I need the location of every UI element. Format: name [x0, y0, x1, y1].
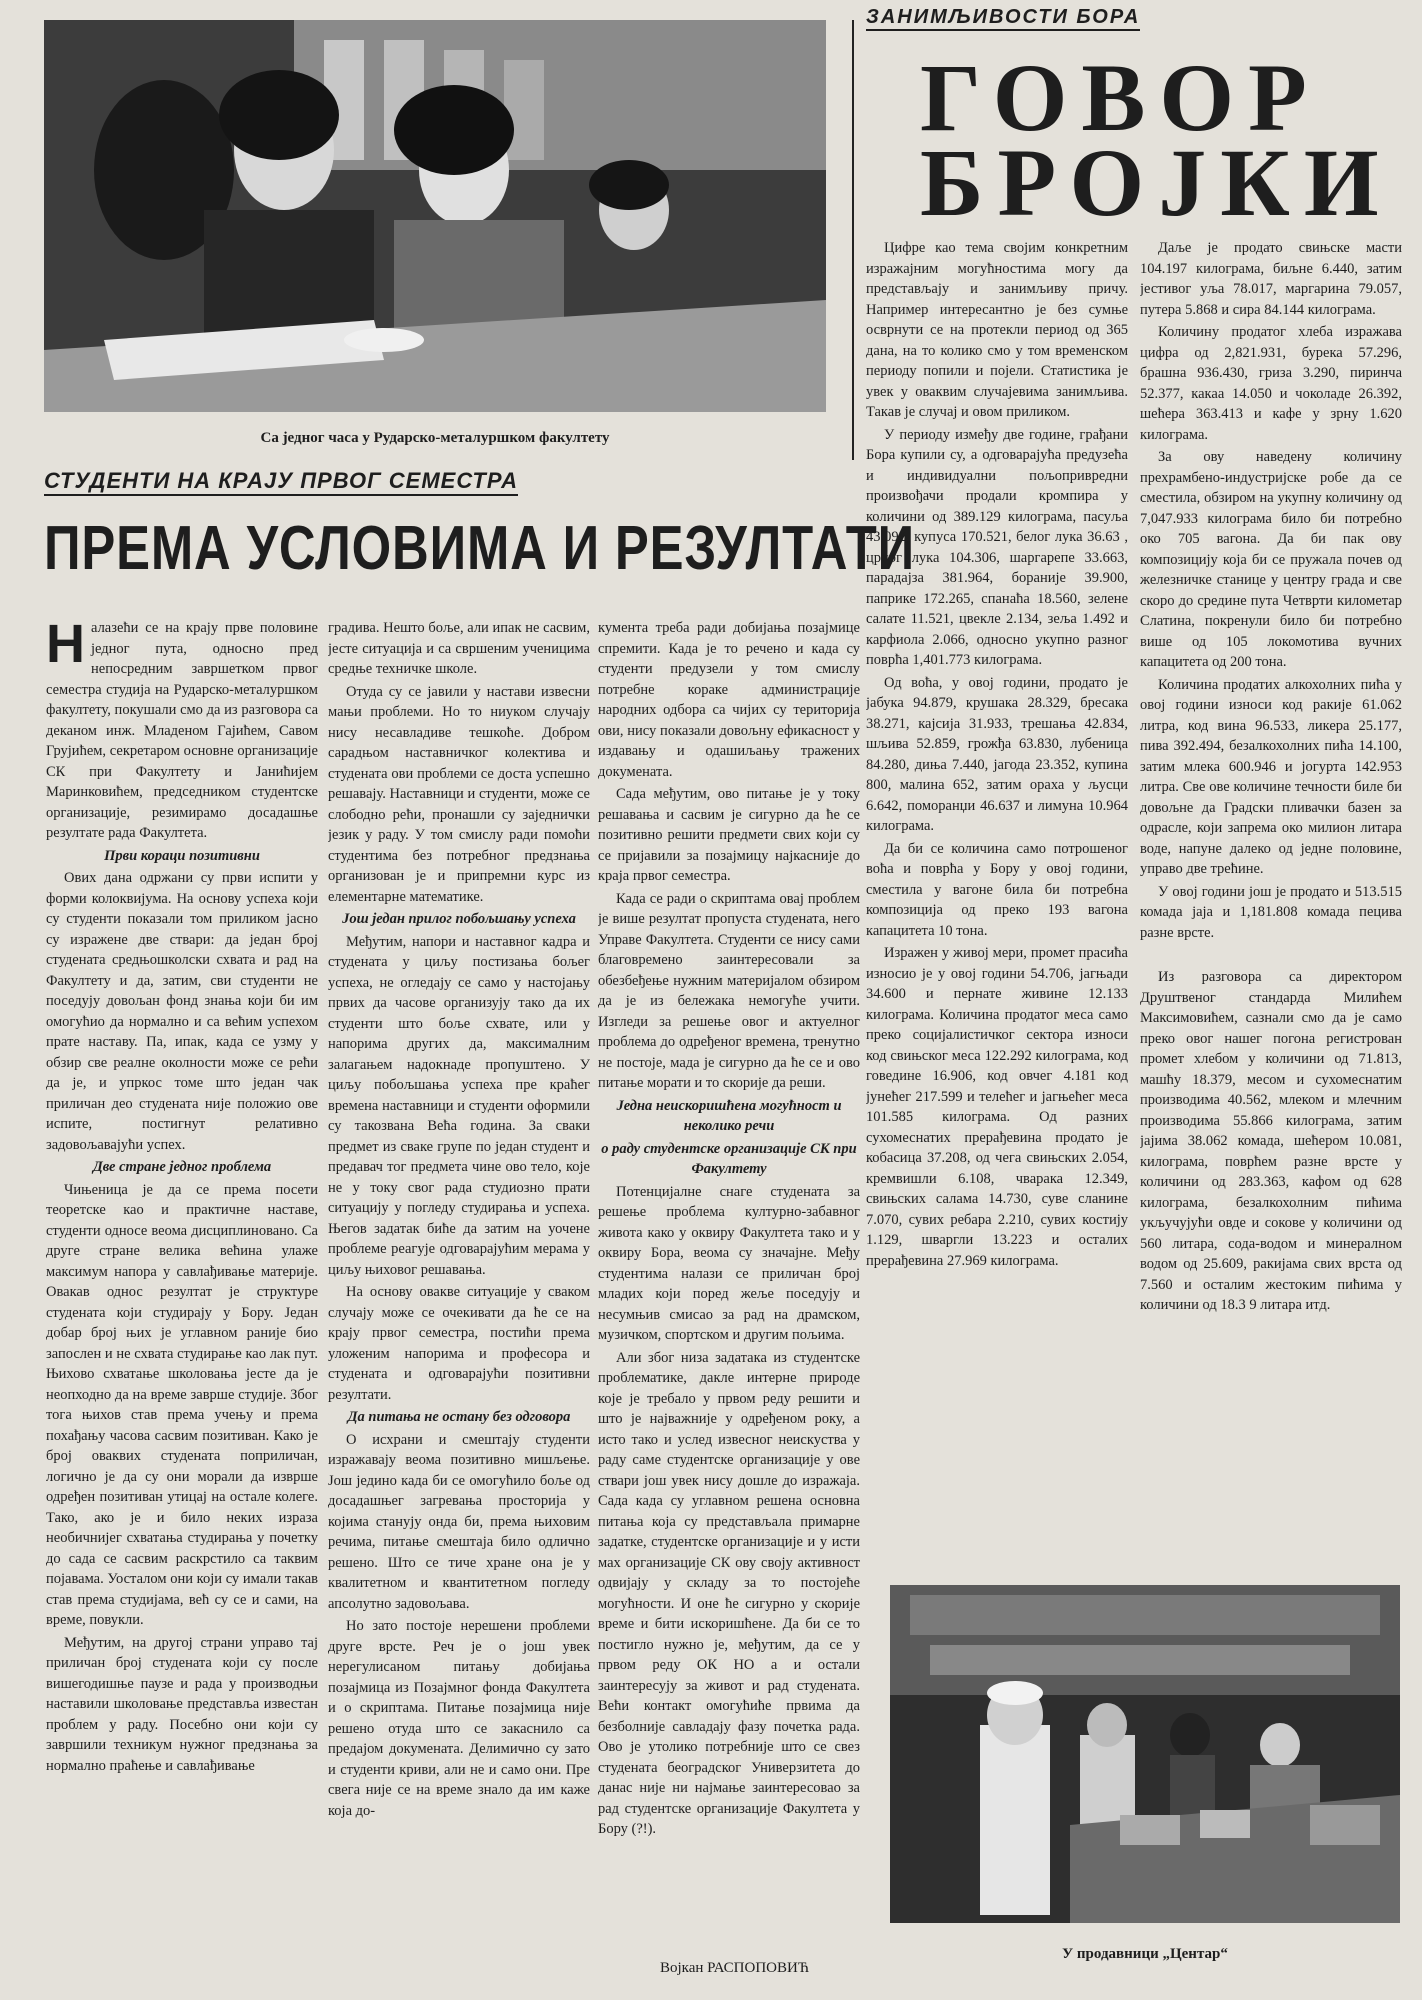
article-column-1: [46, 618, 318, 1993]
article-kicker: СТУДЕНТИ НА КРАЈУ ПРВОГ СЕМЕСТРА: [44, 468, 518, 496]
paragraph: Од воћа, у овој години, продато је јабука 94.879, крушака 28.329, бресака 38.271, кајсија 31.933, трешања 42.834, шљива 52.859, грожђа 63.830, лубеница 84.280, диња 7.440, јагода 23.352, купина 800, малина 652, затим ораха у љусци 6.642, поморанџи 46.637 и лимуна 10.964 килограма.: [866, 674, 1128, 834]
paragraph: градива. Нешто боље, али ипак не сасвим, јесте ситуација и са свршеним ученицима средње техничке школе.: [328, 620, 590, 677]
paragraph: Да би се количина само потрошеног воћа и поврћа у Бору у овој години, сместила у вагоне била би потребна композиција од преко 193 вагона капацитета 10 тона.: [866, 840, 1128, 939]
paragraph: О исхрани и смештају студенти изражавају веома позитивно мишљење. Још једино када би се омогућило боље од досадашњег загревања просторија у којима станују онда би, према њиховим речима, питање смештаја било одлично решено. Што се тиче хране она је у квалитетном и квантитетном погледу апсолутно задовољава.: [328, 1431, 590, 1612]
paragraph: На основу овакве ситуације у сваком случају може се очекивати да ће се на крају првог семестра, постићи према уложеним напорима и професора и студената и одговарајући позитивни резултати.: [328, 1284, 590, 1403]
paragraph: У овој години још је продато и 513.515 комада јаја и 1,181.808 комада пецива разне врсте.: [1140, 883, 1402, 941]
paragraph: Даље је продато свињске масти 104.197 килограма, биљне 6.440, затим јестивог уља 78.017, маргарина 79.057, путера 5.868 и сира 84.144 килограма.: [1140, 240, 1402, 318]
paragraph: У периоду између две године, грађани Бора купили су, а одговарајућа предузећа и индивидуални пољопривредни произвођачи продали кромпира у количини од 389.129 килограма, пасуља 43.092, купуса 170.521, белог лука 36.63 , црног лука 104.306, шаргарепе 33.663, парадајза 381.964, боранијe 39.900, паприке 172.265, спанаћа 18.560, зелене салате 11.521, цвекле 2.134, зеља 1.492 и карфиола 2.066, односно укупно разног поврћа 1,401.773 килограма.: [866, 426, 1128, 668]
paragraph: Међутим, на другој страни управо тај приличан број студената који су после вишегодишње паузе и рада у производњи наставили школовање представља известан проблем у раду. Посебно они који су завршили техникум нужног предзнања за нормално праћење и савлађивање: [46, 1634, 318, 1774]
article-column-3: [598, 618, 860, 1936]
paragraph: Међутим, напори и наставног кадра и студената у циљу постизања бољег успеха, не огледају се само у настојању првих да часове организују тако да их студенти што боље схвате, или у напорима других да, максималним залагањем надокнаде пропуштено. У циљу побољшања успеха пре краћег времена наставници и студенти оформили су такозвана Већа година. За сваки предмет из сваке групе по један студент и предавач тог предмета чине ово тело, које не у току свог рада студиозно прати ситуацију у погледу студирања и успеха. Његов задатак биће да затим на уочене проблеме реагује одговарајућим мерама у циљу њиховог решавања.: [328, 933, 590, 1278]
classroom-photo: [44, 20, 826, 412]
paragraph: Но зато постоје нерешени проблеми друге врсте. Реч је о још увек нерегулисаном питању добијања позајмица из Позајмног фонда Факултета и о скриптама. Питање позајмица није решено отуда што се закаснило са предајом докумената. Делимично су зато и студенти криви, али не и само они. Пре свега није се на време знало да им каже која до-: [328, 1618, 590, 1819]
article-column-2: [328, 618, 590, 1993]
paragraph: Чињеница је да се према посети теоретске као и практичне наставе, студенти односе веома дисциплиновано. Са друге стране велика већина улаже максимум напора у савлађивање материје. Овакав однос резултат је структуре студената који студирају у Бору. Један добар број њих је углавном раније био запослен и не схвата студирање као лак пут. Њихово схватање школовања јесте да је неопходно да на време заврше студије. Због тога њихов став према учењу и према похађању часова сасвим позитиван. Како је број оваквих студената поприличан, логично је да су они морали да изврше одређен позитиван утицај на остале колеге. Тако, ако је и било неких израза необичнијег схватања студирања у почетку до сада се сасвим раскрстило са таквим појавама. Уосталом они који су имали такав став према студијама, већ су се и сами, на време, повукли.: [46, 1181, 318, 1628]
paragraph: Количина продатих алкохолних пића у овој години износи код ракије 61.062 литра, код вина 96.533, ликера 25.177, пива 392.494, безалкохолних пића 14.100, затим млека 600.946 и јогурта 142.953 литра. Све ове количине течности биле би довољне да Градски пливачки базен за одрасле, који запрема око милион литара воде, напуне далеко од једне половине, управо две трећине.: [1140, 676, 1402, 877]
subheading-unused-possibility: Једна неискоришћена могућност и неколико речи: [616, 1097, 842, 1134]
section-kicker: ЗАНИМЉИВОСТИ БОРА: [866, 6, 1140, 31]
paragraph: кумента треба ради добијања позајмице спремити. Када је то речено и када су студенти предузели у том смислу потребне кораке администрације народних одбора са чијих су територија ови, нису показали довољну ефикасност у издавању и одашиљању тражених докумената.: [598, 620, 860, 780]
subheading-questions: Да питања не остану без одговора: [347, 1409, 571, 1425]
section-divider: [852, 20, 854, 460]
classroom-photo-caption: Са једног часа у Рударско-металуршком факултету: [260, 430, 610, 446]
subheading-two-sides: Две стране једног проблема: [92, 1159, 272, 1175]
subheading-first-steps: Први кораци позитивни: [104, 847, 260, 864]
article-byline: Војкан РАСПОПОВИЋ: [660, 1960, 809, 1976]
paragraph: Количину продатог хлеба изражава цифра од 2,821.931, бурека 57.296, брашна 936.430, гриза 3.290, пиринча 52.377, какаа 14.050 и чоколаде 26.392, шећера 363.413 и кафе у зрну 1.620 килограма.: [1140, 324, 1402, 443]
article-headline: ПРЕМА УСЛОВИМА И РЕЗУЛТАТИ: [44, 514, 916, 583]
paragraph: Из разговора са директором Друштвеног стандарда Милићем Максимовићем, сазнали смо да је само преко овог нашег погона регистрован промет хлебом у количини од 71.813, машћу 18.379, месом и сухомеснатим производима 40.562, млеком и млечним производима 55.866 килограма, затим јајима 38.062 комада, шећером 10.081, килограма, поврћем разне врсте у количини од 283.363, кафом од 628 килограма, безалкохолним пићима укључујући овде и сокове у количини од 560 литара, сода-водом и минералном водом од 25.609, ракијама свих врста од 7.560 и осталим жестоким пићима у количини од 18.3 9 литара итд.: [1140, 969, 1402, 1313]
statistics-column-2: [1140, 238, 1402, 1576]
store-photo: [890, 1585, 1400, 1923]
statistics-column-1: [866, 238, 1128, 1576]
store-photo-caption: У продавници „Центар“: [1062, 1946, 1228, 1962]
paragraph: Потенцијалне снаге студената за решење проблема културно-забавног живота како у оквиру Факултета тако и у оквиру Бора, веома су значајне. Међу студентима налази се приличан број младих који поред жеље поседују и несумњив смисао за рад на драмском, музичком, спортском и другим пољима.: [598, 1183, 860, 1343]
paragraph: Сада међутим, ово питање је у току решавања и сасвим је сигурно да ће се позитивно решити предмети свих који су се пријавили за позајмицу најкасније до краја првог семестра.: [598, 786, 860, 884]
paragraph: Цифре као тема својим конкретним изражајним могућностима могу да представљају и занимљиву причу. Например интересантно је без сумње осврнути се на протекли период од 365 дана, на то колико смо у том временском периоду попили и појели. Статистика је увек у оваквим случајевима занимљива. Такав је случај и овом приликом.: [866, 240, 1128, 420]
subheading-improvement: Још један прилог побољшању успеха: [342, 911, 576, 927]
paragraph: Али због низа задатака из студентске проблематике, дакле интерне природе које је требало у првом реду решити и што је најважније у одређеном року, а исто тако и услед извесног неискуства у раду саме студентске организације у ове ствари још увек нису дошле до изражаја. Сада када су углавном решена основна питања која су представљала примарне задатке, студентске организације и у исти мах организације СК ову своју активност одвијају у складу за то постојеће могућности. И оне ће сигурно у скорије време и бити искоришћене. Да би се то постигло нужно је, међутим, да се у првом реду ОК НО а и остали заинтересују за живот и рад студената. Већи контакт омогућиће првима да безболније савладају фазу почетка рада. Ово је утолико потребније што се свез студената београдског Универзитета до данас није ни најмање заинтересовао за рад студентске организације Факултета у Бору (?!).: [598, 1349, 860, 1837]
drop-cap: Н: [46, 618, 85, 674]
subheading-organization: о раду студентске организације СК при Факултету: [601, 1140, 857, 1177]
paragraph: Када се ради о скриптама овај проблем је више резултат пропуста студената, него Управе Факултета. Студенти се нису сами благовремено заинтересовали за обезбеђење нужним материјалом обзиром да је из бележака немогуће учити. Изгледи за решење овог и актуелног проблема до одређеног времена, тренутно не постоје, мада је сигурно да ће се и ово питање морати и то скорије да реши.: [598, 890, 860, 1091]
paragraph: Ових дана одржани су први испити у форми колоквијума. На основу успеха који су студенти показали том приликом јасно су изражене две ствари: да један број студената средњошколски схвата и рад на Факултету и да, затим, сви студенти не поседују довољан фонд знања који би им омогућио да нормално и са већим успехом прате наставу. Па, ипак, када се узму у обзир све реалне околности може се рећи да је, и упркос томе што један чак приличан део студената није положио ове испите, постигнут релативно задовољавајући успех.: [46, 870, 318, 1153]
headline-line-1: ГОВОР: [920, 44, 1321, 151]
article-intro: алазећи се на крају прве половине једног пута, односно пред непосредним завршетком првог семестра студија на Рударско-металуршком факултету, покушали смо да из разговора са деканом инж. Младеном Гајићем, Савом Грујићем, секретаром основне организације СК при Факултету и Јанићијем Маринковићем, председником студентске организације, резимирамо досадашње резултате рада Факултета.: [46, 620, 318, 841]
paragraph: Изражен у живој мери, промет прасића износио је у овој години 54.706, јагњади 34.600 и пернате живине 12.133 килограма. Количина продатог меса само преко социјалистичког сектора износи код свињског меса 122.292 килограма, код говедине 16.906, код овчег 4.181 код јунећег 217.599 и телећег и јагњећег меса 101.585 килограма. Од разних сухомеснатих прерађевина продато је кобасица 37.208, од чега свињских 2.054, кремвишли 6.108, чварака 12.349, свињских салама 14.730, суве сланине 7.070, сувих ребара 2.210, сувих костију 1.129, шваргли 13.223 и осталих прерађевина 27.969 килограма.: [866, 945, 1128, 1269]
paragraph: Отуда су се јавили у настави извесни мањи проблеми. Но то ниуком случају нису несавладиве тешкоће. Добром сарадњом наставничког колектива и студената ови проблеми се доста успешно решавају. Наставници и студенти, може се слободно рећи, пронашли су заједнички језик у раду. У том смислу ради помоћи студентима без потребног предзнања организован је и припремни курс из елементарне математике.: [328, 683, 590, 905]
paragraph: За ову наведену количину прехрамбено-индустријске робе да се сместила, обзиром на укупну количину од 7,047.933 килограма било би потребно око 705 вагона. Да би пак ову композицију која би се пружала почев од железничке станице у центру града и све скоро до средине пута Четврти километар Слатина, покренули било би потребно више од 105 локомотива вучних капацитета од 200 тона.: [1140, 449, 1402, 670]
headline-line-2: БРОЈКИ: [920, 129, 1393, 236]
